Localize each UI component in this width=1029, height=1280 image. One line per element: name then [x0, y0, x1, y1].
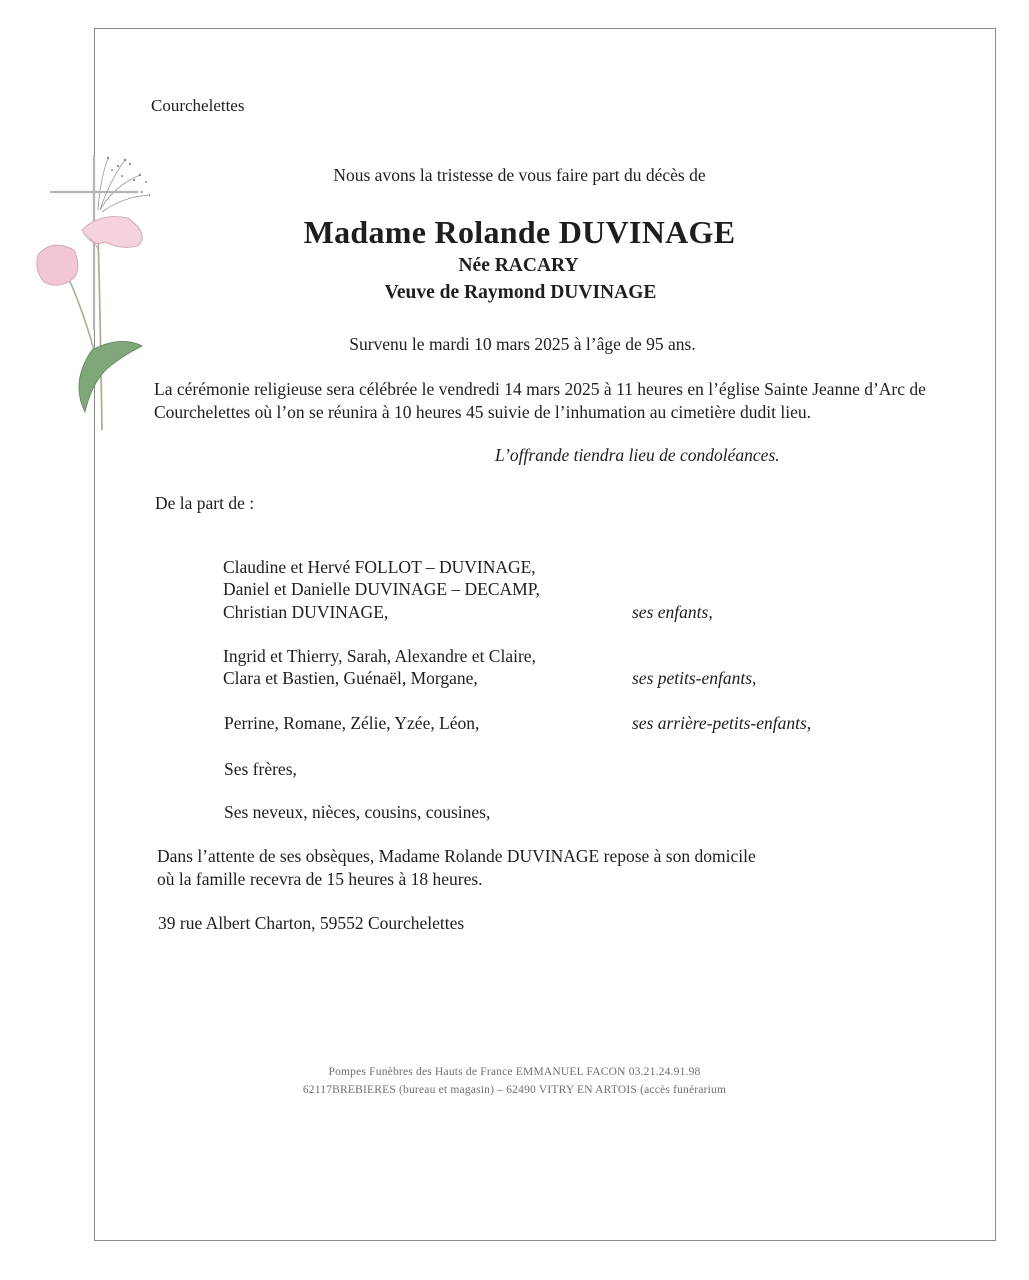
offering-text: L’offrande tiendra lieu de condoléances. [495, 445, 780, 465]
family-line: Claudine et Hervé FOLLOT – DUVINAGE, [223, 557, 536, 577]
widow-of: Veuve de Raymond DUVINAGE [384, 282, 657, 303]
footer-line-2: 62117BREBIERES (bureau et magasin) – 62490 VITRY EN ARTOIS (accès funérarium [302, 1084, 727, 1096]
from-label: De la part de : [155, 493, 255, 513]
family-line: Christian DUVINAGE, [223, 602, 389, 622]
intro-text: Nous avons la tristesse de vous faire part du décès de [333, 165, 706, 185]
footer-line-1: Pompes Funèbres des Hauts de France EMMANUEL FACON 03.21.24.91.98 [328, 1066, 701, 1078]
ceremony-text: La cérémonie religieuse sera célébrée le vendredi 14 mars 2025 à 11 heures en l’église Sainte Jeanne d’Arc de Courchelettes où l’on se réunira à 10 heures 45 suivie de l’inhumation au cimetière dudit lieu. [154, 379, 926, 422]
viewing-line-1: Dans l’attente de ses obsèques, Madame Rolande DUVINAGE repose à son domicile [157, 846, 756, 866]
death-notice: Survenu le mardi 10 mars 2025 à l’âge de 95 ans. [349, 334, 696, 354]
notice-frame [94, 28, 996, 1241]
siblings-line: Ses frères, [224, 759, 297, 779]
family-line: Perrine, Romane, Zélie, Yzée, Léon, [224, 713, 480, 733]
relatives-line: Ses neveux, nièces, cousins, cousines, [224, 802, 491, 822]
family-line: Daniel et Danielle DUVINAGE – DECAMP, [223, 579, 540, 599]
viewing-line-2: où la famille recevra de 15 heures à 18 heures. [157, 869, 483, 889]
address: 39 rue Albert Charton, 59552 Courchelettes [158, 913, 465, 933]
relation-grandchildren: ses petits-enfants, [632, 668, 757, 688]
birth-name: Née RACARY [458, 255, 579, 276]
relation-great-grandchildren: ses arrière-petits-enfants, [632, 713, 812, 733]
family-line: Ingrid et Thierry, Sarah, Alexandre et Claire, [223, 646, 536, 666]
town-heading: Courchelettes [151, 96, 245, 115]
deceased-name: Madame Rolande DUVINAGE [303, 214, 736, 250]
family-line: Clara et Bastien, Guénaël, Morgane, [223, 668, 478, 688]
relation-children: ses enfants, [632, 602, 713, 622]
